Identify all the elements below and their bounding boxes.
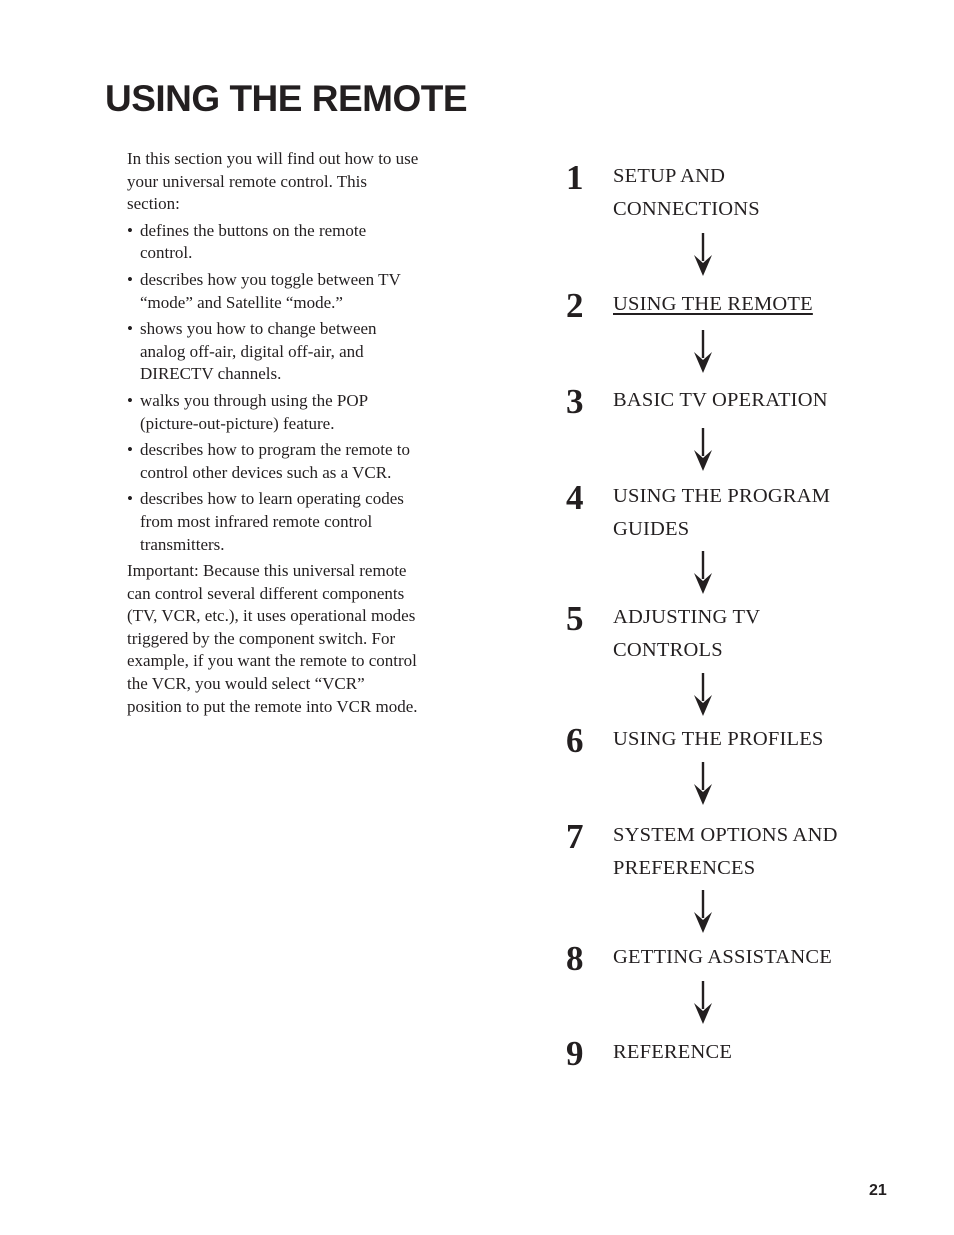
chapter-label: SETUP AND CONNECTIONS — [613, 165, 760, 220]
chapter-label: BASIC TV OPERATION — [613, 389, 828, 411]
chapter-number: 9 — [566, 1034, 584, 1073]
section-bullets — [127, 220, 419, 556]
chapter-number: 4 — [566, 478, 584, 517]
chapter-label: USING THE PROGRAM GUIDES — [613, 485, 831, 540]
page-number: 21 — [869, 1182, 887, 1199]
arrow-down-icon — [693, 551, 713, 595]
chapter-label: USING THE PROFILES — [613, 728, 824, 750]
arrow-down-icon — [693, 233, 713, 277]
chapter-label: REFERENCE — [613, 1041, 733, 1063]
arrow-down-icon — [693, 890, 713, 934]
intro-lead: In this section you will find out how to use your universal remote control. This section: — [127, 149, 419, 214]
arrow-down-icon — [693, 673, 713, 717]
bullet-item: • defines the buttons on the remote control. — [127, 220, 419, 265]
chapter-number: 2 — [566, 286, 584, 325]
chapter-number: 5 — [566, 599, 584, 638]
intro-column — [127, 148, 419, 722]
arrow-down-icon — [693, 762, 713, 806]
bullet-item: • shows you how to change between analog off-air, digital off-air, and DIRECTV channels. — [127, 318, 419, 386]
arrow-down-icon — [693, 428, 713, 472]
important-note: Important: Because this universal remote can control several different components (TV, VCR, etc.), it uses operational modes triggered by the component switch. For example, if you want the remote to control the VCR, you would select “VCR” position to put the remote into VCR mode. — [127, 561, 418, 716]
chapter-number: 3 — [566, 382, 584, 421]
chapter-number: 7 — [566, 817, 584, 856]
chapter-label-current: USING THE REMOTE — [613, 293, 813, 315]
bullet-item: • describes how to program the remote to control other devices such as a VCR. — [127, 439, 419, 484]
chapter-label: SYSTEM OPTIONS AND PREFERENCES — [613, 824, 838, 879]
page-title: USING THE REMOTE — [105, 78, 468, 119]
bullet-item: • describes how you toggle between TV “mode” and Satellite “mode.” — [127, 269, 419, 314]
bullet-item: • describes how to learn operating codes from most infrared remote control transmitters. — [127, 488, 419, 556]
chapter-number: 1 — [566, 158, 584, 197]
arrow-down-icon — [693, 981, 713, 1025]
chapter-number: 6 — [566, 721, 584, 760]
chapter-label: ADJUSTING TV CONTROLS — [613, 606, 760, 661]
arrow-down-icon — [693, 330, 713, 374]
bullet-item: • walks you through using the POP (picture-out-picture) feature. — [127, 390, 419, 435]
chapter-number: 8 — [566, 939, 584, 978]
chapter-label: GETTING ASSISTANCE — [613, 946, 832, 968]
